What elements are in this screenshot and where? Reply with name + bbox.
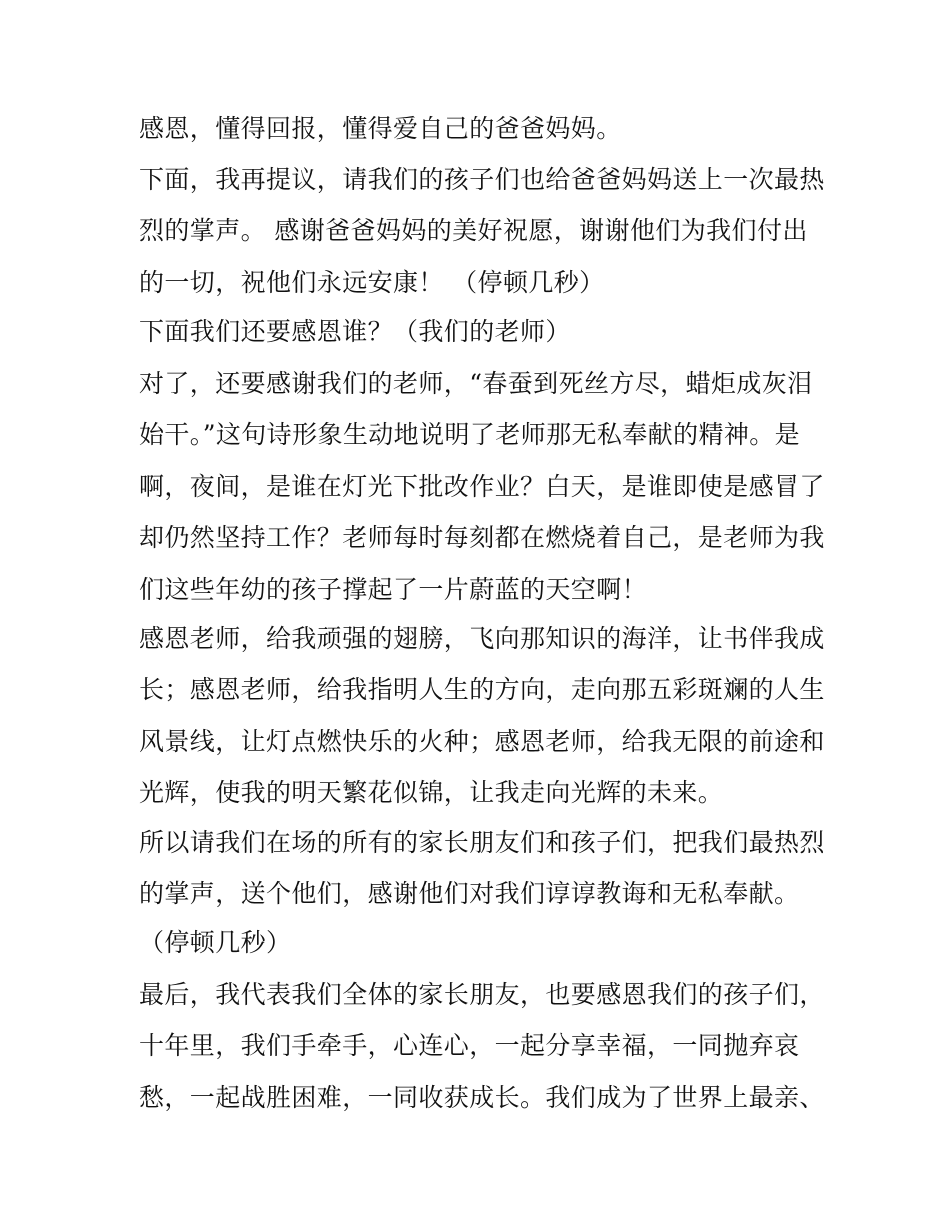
text-line: 长；感恩老师，给我指明人生的方向，走向那五彩斑斓的人生 bbox=[139, 675, 825, 704]
text-line: 对了，还要感谢我们的老师，“春蚕到死丝方尽，蜡炬成灰泪 bbox=[139, 369, 813, 398]
text-line: 烈的掌声。 感谢爸爸妈妈的美好祝愿，谢谢他们为我们付出 bbox=[139, 216, 808, 245]
text-line: 啊，夜间，是谁在灯光下批改作业？白天，是谁即使是感冒了 bbox=[139, 472, 825, 501]
text-line: 所以请我们在场的所有的家长朋友们和孩子们，把我们最热烈 bbox=[139, 828, 825, 857]
text-line: （停顿几秒） bbox=[139, 928, 292, 957]
text-line: 感恩，懂得回报，懂得爱自己的爸爸妈妈。 bbox=[139, 114, 622, 143]
text-line: 始干。”这句诗形象生动地说明了老师那无私奉献的精神。是 bbox=[139, 420, 801, 449]
text-line: 十年里，我们手牵手，心连心，一起分享幸福，一同抛弃哀 bbox=[139, 1031, 800, 1060]
text-line: 的一切，祝他们永远安康！ （停顿几秒） bbox=[139, 268, 605, 297]
text-line: 却仍然坚持工作？老师每时每刻都在燃烧着自己，是老师为我 bbox=[139, 523, 825, 552]
text-line: 的掌声，送个他们，感谢他们对我们谆谆教诲和无私奉献。 bbox=[139, 879, 800, 908]
text-line: 下面我们还要感恩谁？（我们的老师） bbox=[139, 317, 571, 346]
text-line: 下面，我再提议，请我们的孩子们也给爸爸妈妈送上一次最热 bbox=[139, 165, 825, 194]
text-line: 感恩老师，给我顽强的翅膀，飞向那知识的海洋，让书伴我成 bbox=[139, 624, 825, 653]
text-line: 风景线，让灯点燃快乐的火种；感恩老师，给我无限的前途和 bbox=[139, 727, 825, 756]
text-line: 愁，一起战胜困难，一同收获成长。我们成为了世界上最亲、 bbox=[139, 1083, 825, 1112]
text-line: 们这些年幼的孩子撑起了一片蔚蓝的天空啊！ bbox=[139, 575, 648, 604]
text-line: 最后，我代表我们全体的家长朋友，也要感恩我们的孩子们， bbox=[139, 980, 825, 1009]
text-line: 光辉，使我的明天繁花似锦，让我走向光辉的未来。 bbox=[139, 778, 724, 807]
